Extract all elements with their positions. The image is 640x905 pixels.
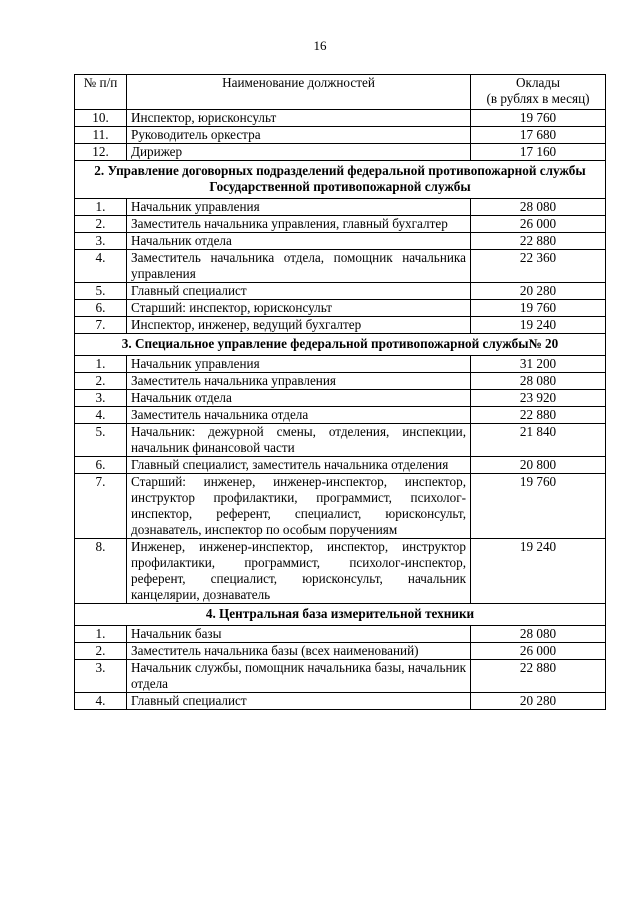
page-number: 16	[313, 38, 327, 53]
salary-value: 28 080	[471, 626, 606, 643]
table-row	[75, 643, 606, 660]
salary-value: 26 000	[471, 643, 606, 660]
salary-value: 17 680	[471, 127, 606, 144]
salary-value: 21 840	[471, 424, 606, 457]
table-row	[75, 110, 606, 127]
position-name: Инспектор, инженер, ведущий бухгалтер	[127, 317, 471, 334]
table-row	[75, 373, 606, 390]
position-name: Начальник базы	[127, 626, 471, 643]
row-number: 6.	[75, 457, 127, 474]
table-row	[75, 233, 606, 250]
salary-value: 19 240	[471, 539, 606, 604]
salary-value: 17 160	[471, 144, 606, 161]
section-title: 4. Центральная база измерительной техники	[75, 604, 606, 626]
table-row	[75, 300, 606, 317]
row-number: 1.	[75, 356, 127, 373]
row-number: 1.	[75, 199, 127, 216]
position-name: Заместитель начальника базы (всех наименований)	[127, 643, 471, 660]
table-row	[75, 250, 606, 283]
position-name: Руководитель оркестра	[127, 127, 471, 144]
position-name: Начальник управления	[127, 356, 471, 373]
row-number: 5.	[75, 424, 127, 457]
row-number: 7.	[75, 474, 127, 539]
row-number: 2.	[75, 216, 127, 233]
row-number: 4.	[75, 693, 127, 710]
row-number: 7.	[75, 317, 127, 334]
salary-value: 19 760	[471, 300, 606, 317]
table-row	[75, 390, 606, 407]
salary-value: 26 000	[471, 216, 606, 233]
row-number: 8.	[75, 539, 127, 604]
table-body	[75, 110, 606, 710]
row-number: 11.	[75, 127, 127, 144]
row-number: 3.	[75, 660, 127, 693]
table-row	[75, 356, 606, 373]
position-name: Начальник отдела	[127, 390, 471, 407]
salary-value: 19 760	[471, 110, 606, 127]
salary-value: 28 080	[471, 199, 606, 216]
row-number: 5.	[75, 283, 127, 300]
row-number: 3.	[75, 233, 127, 250]
position-name: Главный специалист, заместитель начальника отделения	[127, 457, 471, 474]
position-name: Заместитель начальника управления	[127, 373, 471, 390]
position-name: Дирижер	[127, 144, 471, 161]
row-number: 2.	[75, 373, 127, 390]
row-number: 1.	[75, 626, 127, 643]
table-header-row	[75, 75, 606, 110]
table-row	[75, 693, 606, 710]
table-row	[75, 539, 606, 604]
table-row	[75, 626, 606, 643]
position-name: Начальник отдела	[127, 233, 471, 250]
salary-value: 20 280	[471, 283, 606, 300]
table-row	[75, 474, 606, 539]
row-number: 4.	[75, 250, 127, 283]
header-salary	[471, 75, 606, 110]
salary-value: 22 880	[471, 660, 606, 693]
position-name: Заместитель начальника управления, главный бухгалтер	[127, 216, 471, 233]
row-number: 3.	[75, 390, 127, 407]
position-name: Начальник: дежурной смены, отделения, инспекции, начальник финансовой части	[127, 424, 471, 457]
row-number: 2.	[75, 643, 127, 660]
position-name: Главный специалист	[127, 693, 471, 710]
table-row	[75, 424, 606, 457]
header-name: Наименование должностей	[127, 75, 471, 110]
salary-value: 22 880	[471, 407, 606, 424]
salary-value: 19 760	[471, 474, 606, 539]
table-row	[75, 407, 606, 424]
position-name: Старший: инженер, инженер-инспектор, инспектор, инструктор профилактики, программист, психолог-инспектор, референт, специалист, юрисконсульт, дознаватель, инспектор по особым поручениям	[127, 474, 471, 539]
table-row	[75, 144, 606, 161]
row-number: 10.	[75, 110, 127, 127]
position-name: Инспектор, юрисконсульт	[127, 110, 471, 127]
header-salary-line2: (в рублях в месяц)	[486, 91, 590, 106]
salary-value: 22 360	[471, 250, 606, 283]
section-header-row	[75, 161, 606, 199]
row-number: 6.	[75, 300, 127, 317]
header-salary-line1: Оклады	[516, 75, 560, 90]
table-row	[75, 457, 606, 474]
position-name: Заместитель начальника отдела	[127, 407, 471, 424]
salary-value: 19 240	[471, 317, 606, 334]
position-name: Заместитель начальника отдела, помощник начальника управления	[127, 250, 471, 283]
position-name: Начальник управления	[127, 199, 471, 216]
position-name: Начальник службы, помощник начальника базы, начальник отдела	[127, 660, 471, 693]
salary-table	[74, 74, 606, 710]
position-name: Инженер, инженер-инспектор, инспектор, инструктор профилактики, программист, психолог-инспектор, референт, специалист, юрисконсульт, начальник канцелярии, дознаватель	[127, 539, 471, 604]
section-header-row	[75, 604, 606, 626]
section-header-row	[75, 334, 606, 356]
table-row	[75, 199, 606, 216]
table-row	[75, 216, 606, 233]
salary-value: 31 200	[471, 356, 606, 373]
table-row	[75, 660, 606, 693]
row-number: 12.	[75, 144, 127, 161]
salary-value: 28 080	[471, 373, 606, 390]
salary-value: 20 280	[471, 693, 606, 710]
salary-value: 23 920	[471, 390, 606, 407]
header-num: № п/п	[75, 75, 127, 110]
salary-value: 20 800	[471, 457, 606, 474]
section-title: 3. Специальное управление федеральной противопожарной службы№ 20	[75, 334, 606, 356]
position-name: Старший: инспектор, юрисконсульт	[127, 300, 471, 317]
position-name: Главный специалист	[127, 283, 471, 300]
table-row	[75, 127, 606, 144]
salary-value: 22 880	[471, 233, 606, 250]
table-row	[75, 317, 606, 334]
row-number: 4.	[75, 407, 127, 424]
table-row	[75, 283, 606, 300]
section-title: 2. Управление договорных подразделений федеральной противопожарной службы Государственной противопожарной службы	[75, 161, 606, 199]
